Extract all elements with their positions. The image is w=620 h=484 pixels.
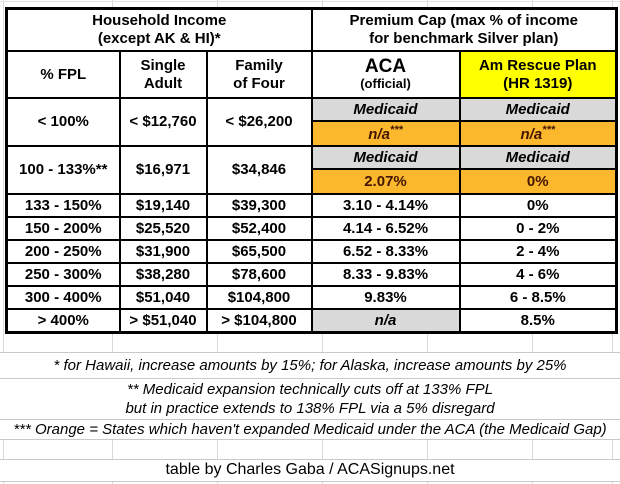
premium-cap-header	[312, 9, 617, 52]
fpl-cell: 200 - 250%	[7, 240, 120, 263]
arp-cap-cell: 8.5%	[460, 309, 617, 333]
income-premium-table	[5, 7, 618, 334]
fpl-cell: 250 - 300%	[7, 263, 120, 286]
family-income-cell: $78,600	[207, 263, 312, 286]
fpl-cell: 150 - 200%	[7, 217, 120, 240]
arp-cap-cell: 0%	[460, 169, 617, 194]
arp-medicaid-cell: Medicaid	[460, 98, 617, 121]
arp-line2: (HR 1319)	[503, 74, 573, 92]
aca-cap-cell: 3.10 - 4.14%	[312, 194, 460, 217]
footnote-medicaid-gap	[0, 419, 620, 439]
family-income-cell: $39,300	[207, 194, 312, 217]
gridline	[0, 459, 620, 460]
single-income-cell: > $51,040	[120, 309, 207, 333]
aca-cap-cell: 9.83%	[312, 286, 460, 309]
aca-cap-cell: 6.52 - 8.33%	[312, 240, 460, 263]
single-income-cell: $19,140	[120, 194, 207, 217]
family-income-cell: $104,800	[207, 286, 312, 309]
footnote-hawaii-alaska-text: * for Hawaii, increase amounts by 15%; for Alaska, increase amounts by 25%	[53, 356, 567, 374]
family-income-cell: $65,500	[207, 240, 312, 263]
arp-cap-cell: 2 - 4%	[460, 240, 617, 263]
aca-cap-cell: 8.33 - 9.83%	[312, 263, 460, 286]
arp-line1: Am Rescue Plan	[478, 56, 597, 74]
single-income-cell: $16,971	[120, 146, 207, 194]
col-header-single-adult	[120, 51, 207, 98]
arp-medicaid-cell: Medicaid	[460, 146, 617, 169]
aca-title: ACA	[364, 56, 407, 78]
gridline	[0, 419, 620, 420]
arp-cap-cell: 0 - 2%	[460, 217, 617, 240]
col-header-aca	[312, 51, 460, 98]
family-income-cell: > $104,800	[207, 309, 312, 333]
aca-na-cell: n/a	[312, 309, 460, 333]
aca-medicaid-cell: Medicaid	[312, 98, 460, 121]
gridline	[0, 439, 620, 440]
gridline	[0, 378, 620, 379]
fpl-cell: 300 - 400%	[7, 286, 120, 309]
arp-cap-cell: 4 - 6%	[460, 263, 617, 286]
gridline	[0, 481, 620, 482]
footnote-hawaii-alaska	[0, 352, 620, 378]
credit-line: table by Charles Gaba / ACASignups.net	[0, 459, 620, 481]
premium-cap-line1: Premium Cap (max % of income	[349, 12, 578, 29]
fpl-cell: 100 - 133%**	[7, 146, 120, 194]
na-asterisks: ***	[389, 123, 403, 136]
fpl-cell: < 100%	[7, 98, 120, 146]
footnote-medicaid-expansion	[0, 378, 620, 419]
household-income-header	[7, 9, 312, 52]
family-line2: of Four	[233, 74, 285, 92]
na-asterisks: ***	[542, 123, 556, 136]
single-income-cell: $38,280	[120, 263, 207, 286]
single-income-cell: $31,900	[120, 240, 207, 263]
arp-cap-cell: 0%	[460, 194, 617, 217]
na-text: n/a	[368, 125, 390, 143]
footnote-expansion-line1: ** Medicaid expansion technically cuts off at 133% FPL	[126, 380, 494, 398]
aca-medicaid-cell: Medicaid	[312, 146, 460, 169]
household-income-line2: (except AK & HI)*	[97, 30, 221, 47]
arp-cap-cell: 6 - 8.5%	[460, 286, 617, 309]
aca-gap-cell	[312, 121, 460, 146]
single-line2: Adult	[143, 74, 183, 92]
col-header-family-of-four	[207, 51, 312, 98]
family-income-cell: $52,400	[207, 217, 312, 240]
single-income-cell: $51,040	[120, 286, 207, 309]
family-line1: Family	[235, 56, 283, 74]
premium-cap-line2: for benchmark Silver plan)	[369, 30, 559, 47]
family-income-cell: $34,846	[207, 146, 312, 194]
arp-gap-cell	[460, 121, 617, 146]
aca-cap-cell: 4.14 - 6.52%	[312, 217, 460, 240]
single-income-cell: $25,520	[120, 217, 207, 240]
aca-subtitle: (official)	[360, 76, 411, 92]
col-header-fpl: % FPL	[7, 51, 120, 98]
footnote-medicaid-gap-text: *** Orange = States which haven't expanded Medicaid under the ACA (the Medicaid Gap)	[13, 420, 607, 438]
aca-cap-cell: 2.07%	[312, 169, 460, 194]
na-text: n/a	[520, 125, 543, 143]
single-line1: Single	[140, 56, 186, 74]
col-header-arp	[460, 51, 617, 98]
household-income-line1: Household Income	[92, 12, 227, 29]
fpl-cell: 133 - 150%	[7, 194, 120, 217]
gridline	[0, 1, 620, 2]
gridline	[0, 352, 620, 353]
single-income-cell: < $12,760	[120, 98, 207, 146]
family-income-cell: < $26,200	[207, 98, 312, 146]
fpl-cell: > 400%	[7, 309, 120, 333]
footnote-expansion-line2: but in practice extends to 138% FPL via a 5% disregard	[125, 399, 495, 417]
